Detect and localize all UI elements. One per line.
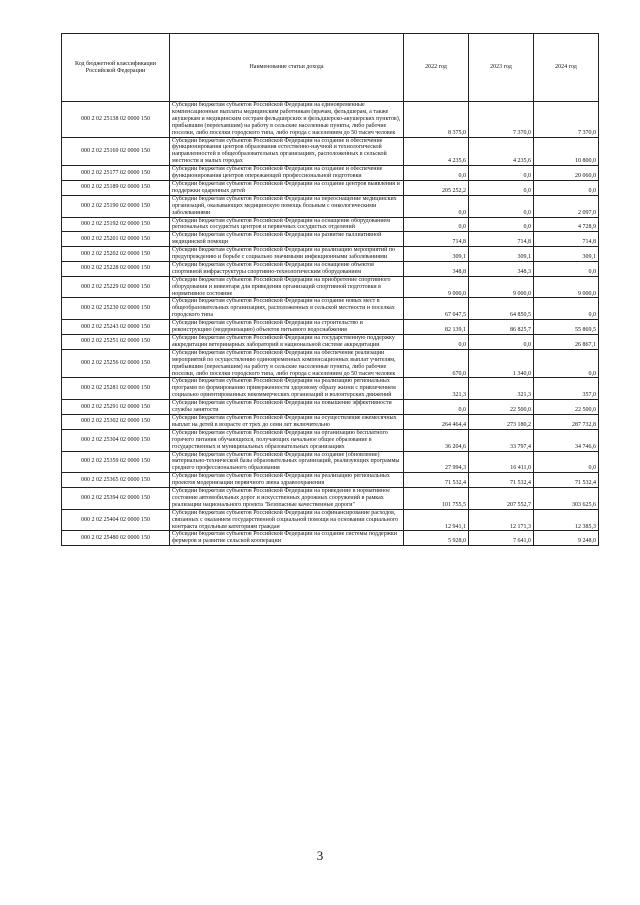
row-value-2023: 16 411,0 bbox=[469, 451, 534, 473]
row-value-2022: 670,0 bbox=[404, 349, 469, 378]
table-row bbox=[62, 232, 599, 247]
row-value-2024: 22 500,0 bbox=[534, 400, 599, 415]
row-name: Субсидии бюджетам субъектов Российской Федерации на создание и обеспечение функционирования центров образования естественно-научной и технологической направленностей в общеобразовательных организациях, расположенных в сельской местности и малых городах bbox=[170, 137, 404, 166]
row-value-2022: 4 235,6 bbox=[404, 137, 469, 166]
row-value-2023: 7 641,0 bbox=[469, 531, 534, 546]
row-value-2023: 4 235,6 bbox=[469, 137, 534, 166]
row-value-2023: 0,0 bbox=[469, 166, 534, 181]
row-code: 000 2 02 25365 02 0000 150 bbox=[62, 473, 170, 488]
row-name: Субсидии бюджетам субъектов Российской Федерации на реализацию региональных программ по формированию приверженности здоровому образу жизни с привлечением социально ориентированных некоммерческих организаций и волонтерских движений bbox=[170, 378, 404, 400]
row-code: 000 2 02 25404 02 0000 150 bbox=[62, 509, 170, 531]
row-value-2022: 0,0 bbox=[404, 166, 469, 181]
row-code: 000 2 02 25243 02 0000 150 bbox=[62, 320, 170, 335]
row-code: 000 2 02 25480 02 0000 150 bbox=[62, 531, 170, 546]
table-row bbox=[62, 195, 599, 217]
row-value-2022: 321,3 bbox=[404, 378, 469, 400]
header-2023: 2023 год bbox=[469, 34, 534, 102]
table-row bbox=[62, 488, 599, 510]
row-name: Субсидии бюджетам субъектов Российской Федерации на строительство и реконструкцию (модернизацию) объектов питьевого водоснабжения bbox=[170, 320, 404, 335]
row-value-2022: 36 204,6 bbox=[404, 429, 469, 451]
row-value-2023: 207 552,7 bbox=[469, 488, 534, 510]
row-code: 000 2 02 25291 02 0000 150 bbox=[62, 400, 170, 415]
row-value-2022: 0,0 bbox=[404, 195, 469, 217]
row-name: Субсидии бюджетам субъектов Российской Федерации на переоснащение медицинских организаций, оказывающих медицинскую помощь больным с онкологическими заболеваниями bbox=[170, 195, 404, 217]
table-row bbox=[62, 261, 599, 276]
row-value-2022: 0,0 bbox=[404, 400, 469, 415]
row-value-2024: 20 060,0 bbox=[534, 166, 599, 181]
row-code: 000 2 02 25302 02 0000 150 bbox=[62, 414, 170, 429]
row-code: 000 2 02 25190 02 0000 150 bbox=[62, 195, 170, 217]
table-row bbox=[62, 509, 599, 531]
row-name: Субсидии бюджетам субъектов Российской Федерации на оснащение объектов спортивной инфраструктуры спортивно-технологическим оборудованием bbox=[170, 261, 404, 276]
row-value-2022: 0,0 bbox=[404, 217, 469, 232]
row-value-2022: 714,8 bbox=[404, 232, 469, 247]
row-code: 000 2 02 25256 02 0000 150 bbox=[62, 349, 170, 378]
table-row bbox=[62, 378, 599, 400]
row-name: Субсидии бюджетам субъектов Российской Федерации на обеспечение реализации мероприятий по осуществлению единовременных компенсационных выплат учителям, прибывшим (переехавшим) на работу в сельские населенные пункты, либо рабочие поселки, либо поселки городского типа, либо города с населением до 50 тысяч человек bbox=[170, 349, 404, 378]
row-name: Субсидии бюджетам субъектов Российской Федерации на развитие паллиативной медицинской помощи bbox=[170, 232, 404, 247]
row-value-2024: 34 746,6 bbox=[534, 429, 599, 451]
row-value-2022: 309,1 bbox=[404, 247, 469, 262]
row-code: 000 2 02 25304 02 0000 150 bbox=[62, 429, 170, 451]
row-code: 000 2 02 25201 02 0000 150 bbox=[62, 232, 170, 247]
row-value-2024: 287 732,8 bbox=[534, 414, 599, 429]
row-name: Субсидии бюджетам субъектов Российской Федерации на осуществление ежемесячных выплат на детей в возрасте от трех до семи лет включительно bbox=[170, 414, 404, 429]
row-code: 000 2 02 25202 02 0000 150 bbox=[62, 247, 170, 262]
row-name: Субсидии бюджетам субъектов Российской Федерации на создание центров выявления и поддержки одаренных детей bbox=[170, 180, 404, 195]
header-2024: 2024 год bbox=[534, 34, 599, 102]
table-row bbox=[62, 166, 599, 181]
row-code: 000 2 02 25230 02 0000 150 bbox=[62, 298, 170, 320]
row-code: 000 2 02 25192 02 0000 150 bbox=[62, 217, 170, 232]
row-value-2023: 0,0 bbox=[469, 195, 534, 217]
header-code: Код бюджетной классификации Российской Федерации bbox=[62, 34, 170, 102]
row-name: Субсидии бюджетам субъектов Российской Федерации на организацию бесплатного горячего питания обучающихся, получающих начальное общее образование в государственных и муниципальных образовательных организациях bbox=[170, 429, 404, 451]
table-row bbox=[62, 451, 599, 473]
row-value-2023: 0,0 bbox=[469, 217, 534, 232]
row-value-2023: 7 370,0 bbox=[469, 102, 534, 138]
row-value-2022: 0,0 bbox=[404, 335, 469, 350]
row-value-2024: 0,0 bbox=[534, 261, 599, 276]
row-code: 000 2 02 25229 02 0000 150 bbox=[62, 276, 170, 298]
row-value-2022: 101 755,5 bbox=[404, 488, 469, 510]
row-value-2023: 33 797,4 bbox=[469, 429, 534, 451]
row-value-2024: 26 867,1 bbox=[534, 335, 599, 350]
row-value-2023: 0,0 bbox=[469, 335, 534, 350]
row-value-2022: 9 000,0 bbox=[404, 276, 469, 298]
row-value-2023: 1 340,0 bbox=[469, 349, 534, 378]
row-value-2024: 9 248,0 bbox=[534, 531, 599, 546]
table-row bbox=[62, 276, 599, 298]
row-value-2024: 2 097,0 bbox=[534, 195, 599, 217]
row-name: Субсидии бюджетам субъектов Российской Федерации на единовременные компенсационные выплаты медицинским работникам (врачам, фельдшерам, а также акушеркам и медицинским сестрам фельдшерских и фельдшерско-акушерских пунктов), прибывшим (переехавшим) на работу в сельские населенные пункты, либо рабочие поселки, либо поселки городского типа, либо города с населением до 50 тысяч человек bbox=[170, 102, 404, 138]
row-value-2024: 71 532,4 bbox=[534, 473, 599, 488]
row-value-2023: 9 000,0 bbox=[469, 276, 534, 298]
row-value-2023: 22 500,0 bbox=[469, 400, 534, 415]
budget-income-table bbox=[61, 33, 599, 546]
table-row bbox=[62, 298, 599, 320]
row-code: 000 2 02 25138 02 0000 150 bbox=[62, 102, 170, 138]
row-value-2023: 714,8 bbox=[469, 232, 534, 247]
table-row bbox=[62, 180, 599, 195]
row-value-2022: 205 252,2 bbox=[404, 180, 469, 195]
row-name: Субсидии бюджетам субъектов Российской Федерации на приведение в нормативное состояние автомобильных дорог и искусственных дорожных сооружений в рамках реализации национального проекта "Безопасные качественные дороги" bbox=[170, 488, 404, 510]
table-row bbox=[62, 102, 599, 138]
row-value-2022: 264 464,4 bbox=[404, 414, 469, 429]
row-value-2022: 82 139,1 bbox=[404, 320, 469, 335]
row-value-2024: 12 385,3 bbox=[534, 509, 599, 531]
row-value-2023: 0,0 bbox=[469, 180, 534, 195]
table-row bbox=[62, 335, 599, 350]
row-value-2024: 0,0 bbox=[534, 451, 599, 473]
row-code: 000 2 02 25394 02 0000 150 bbox=[62, 488, 170, 510]
row-code: 000 2 02 25251 02 0000 150 bbox=[62, 335, 170, 350]
row-value-2022: 348,8 bbox=[404, 261, 469, 276]
row-name: Субсидии бюджетам субъектов Российской Федерации на создание (обновление) материально-технической базы образовательных организаций, реализующих программы среднего профессионального образования bbox=[170, 451, 404, 473]
row-name: Субсидии бюджетам субъектов Российской Федерации на реализацию региональных проектов модернизации первичного звена здравоохранения bbox=[170, 473, 404, 488]
row-value-2024: 0,0 bbox=[534, 180, 599, 195]
row-value-2022: 71 532,4 bbox=[404, 473, 469, 488]
row-value-2024: 357,0 bbox=[534, 378, 599, 400]
row-name: Субсидии бюджетам субъектов Российской Федерации на оснащение оборудованием региональных сосудистых центров и первичных сосудистых отделений bbox=[170, 217, 404, 232]
row-value-2024: 303 625,6 bbox=[534, 488, 599, 510]
row-code: 000 2 02 25169 02 0000 150 bbox=[62, 137, 170, 166]
row-name: Субсидии бюджетам субъектов Российской Федерации на повышение эффективности службы занятости bbox=[170, 400, 404, 415]
row-value-2023: 273 180,2 bbox=[469, 414, 534, 429]
row-name: Субсидии бюджетам субъектов Российской Федерации на государственную поддержку аккредитации ветеринарных лабораторий в национальной системе аккредитации bbox=[170, 335, 404, 350]
table-row bbox=[62, 429, 599, 451]
row-value-2023: 309,1 bbox=[469, 247, 534, 262]
table-row bbox=[62, 247, 599, 262]
row-name: Субсидии бюджетам субъектов Российской Федерации на софинансирование расходов, связанных с оказанием государственной социальной помощи на основании социального контракта отдельным категориям граждан bbox=[170, 509, 404, 531]
row-value-2024: 714,8 bbox=[534, 232, 599, 247]
row-value-2022: 5 928,0 bbox=[404, 531, 469, 546]
row-value-2022: 8 375,0 bbox=[404, 102, 469, 138]
row-value-2023: 321,3 bbox=[469, 378, 534, 400]
table-row bbox=[62, 473, 599, 488]
row-name: Субсидии бюджетам субъектов Российской Федерации на реализацию мероприятий по предупреждению и борьбе с социально значимыми инфекционными заболеваниями bbox=[170, 247, 404, 262]
row-value-2024: 0,0 bbox=[534, 349, 599, 378]
page-number: 3 bbox=[316, 848, 324, 863]
row-value-2024: 0,0 bbox=[534, 298, 599, 320]
row-value-2024: 10 800,0 bbox=[534, 137, 599, 166]
row-code: 000 2 02 25281 02 0000 150 bbox=[62, 378, 170, 400]
table-row bbox=[62, 217, 599, 232]
table-header-row bbox=[62, 34, 599, 102]
row-value-2024: 9 000,0 bbox=[534, 276, 599, 298]
row-code: 000 2 02 25189 02 0000 150 bbox=[62, 180, 170, 195]
table-row bbox=[62, 531, 599, 546]
budget-table-container bbox=[61, 33, 598, 546]
row-code: 000 2 02 25359 02 0000 150 bbox=[62, 451, 170, 473]
row-value-2023: 86 825,7 bbox=[469, 320, 534, 335]
table-row bbox=[62, 137, 599, 166]
row-value-2023: 64 850,5 bbox=[469, 298, 534, 320]
row-value-2024: 55 869,5 bbox=[534, 320, 599, 335]
row-value-2024: 4 728,9 bbox=[534, 217, 599, 232]
row-value-2023: 348,3 bbox=[469, 261, 534, 276]
row-value-2023: 71 532,4 bbox=[469, 473, 534, 488]
row-value-2022: 27 994,3 bbox=[404, 451, 469, 473]
header-2022: 2022 год bbox=[404, 34, 469, 102]
row-value-2024: 309,1 bbox=[534, 247, 599, 262]
row-value-2023: 12 171,3 bbox=[469, 509, 534, 531]
row-value-2024: 7 370,0 bbox=[534, 102, 599, 138]
row-name: Субсидии бюджетам субъектов Российской Федерации на приобретение спортивного оборудования и инвентаря для приведения организаций спортивной подготовки в нормативное состояние bbox=[170, 276, 404, 298]
row-name: Субсидии бюджетам субъектов Российской Федерации на создание новых мест в общеобразовательных организациях, расположенных в сельской местности и поселках городского типа bbox=[170, 298, 404, 320]
table-row bbox=[62, 349, 599, 378]
row-value-2022: 67 047,5 bbox=[404, 298, 469, 320]
table-row bbox=[62, 400, 599, 415]
table-row bbox=[62, 414, 599, 429]
row-code: 000 2 02 25177 02 0000 150 bbox=[62, 166, 170, 181]
header-name: Наименование статьи дохода bbox=[170, 34, 404, 102]
row-code: 000 2 02 25228 02 0000 150 bbox=[62, 261, 170, 276]
row-name: Субсидии бюджетам субъектов Российской Федерации на создание и обеспечение функционирования центров опережающей профессиональной подготовки bbox=[170, 166, 404, 181]
table-row bbox=[62, 320, 599, 335]
row-name: Субсидии бюджетам субъектов Российской Федерации на создание системы поддержки фермеров и развитие сельской кооперации bbox=[170, 531, 404, 546]
row-value-2022: 12 941,1 bbox=[404, 509, 469, 531]
